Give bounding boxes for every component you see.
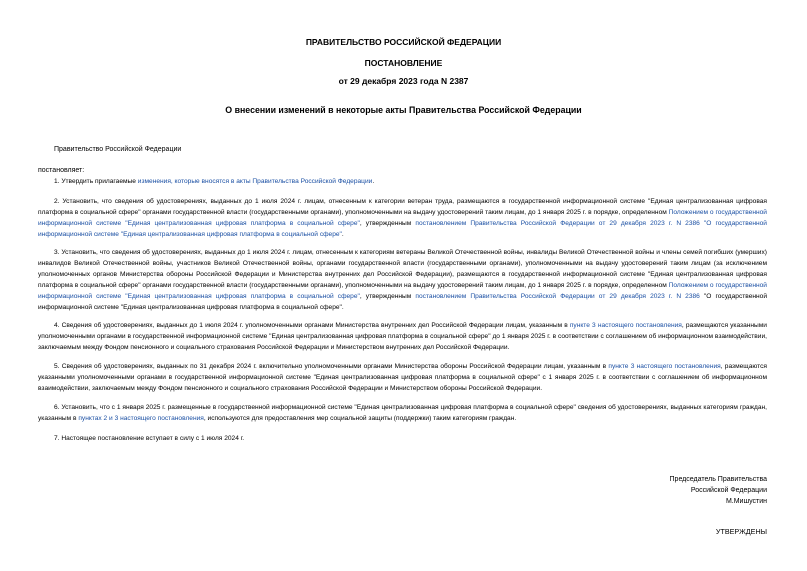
signature-position: Председатель Правительства	[669, 476, 767, 483]
document-date-number: от 29 декабря 2023 года N 2387	[338, 76, 469, 86]
signature-block	[670, 474, 767, 507]
paragraph-7-text: 7. Настоящее постановление вступает в силу с 1 июля 2024 г.	[54, 435, 245, 442]
paragraph-2-text: 2. Установить, что сведения об удостоверениях, выданных до 1 июля 2024 г. лицам, отнесенным к категории ветеран труда, размещаются в государственной информационной системе "Единая централизованная цифровая платформа в социальной сфере" органами государственной власти (государственными органами), уполномоченными на выдачу удостоверений таким лицам, до 1 января 2025 г. в порядке, определенном	[38, 198, 767, 216]
intro-line-2: постановляет:	[38, 167, 85, 174]
signature-name: М.Мишустин	[725, 498, 767, 505]
link-resolution-2386-2[interactable]: постановлением Правительства Российской Федерации от 29 декабря 2023 г. N 2386	[415, 293, 700, 300]
paragraph-5-text: 5. Сведения об удостоверениях, выданных по 31 декабря 2024 г. включительно уполномоченными органами Министерства обороны Российской Федерации лицам, указанным в	[54, 363, 609, 370]
paragraph-6-text: 6. Установить, что с 1 января 2025 г. размещенные в государственной информационной системе "Единая централизованная цифровая платформа в социальной сфере" сведения об удостоверениях, выданных категориям граждан, указанным в	[38, 404, 767, 422]
paragraph-1-end: .	[372, 178, 375, 185]
paragraph-3-end: "О государственной информационной системе "Единая централизованная цифровая платформа в социальной сфере".	[38, 293, 767, 311]
paragraph-5-end: , размещаются указанными уполномоченными органами в государственной информационной системе "Единая централизованная цифровая платформа в социальной сфере" с 1 января 2025 г. в соответствии с соглашением об информационном взаимодействии, заключаемым между Фондом пенсионного и социального страхования Российской Федерации и Министерством обороны Российской Федерации.	[38, 363, 767, 392]
link-points-2-3[interactable]: пунктах 2 и 3 настоящего постановления	[78, 415, 204, 422]
link-point-3[interactable]: пункте 3 настоящего постановления	[569, 322, 682, 329]
paragraph-4-end: , размещаются указанными уполномоченными органами в государственной информационной системе "Единая централизованная цифровая платформа в социальной сфере" до 1 января 2025 г. в соответствии с соглашением об информационном взаимодействии, заключаемым между Фондом пенсионного и социального страхования Российской Федерации и Министерством внутренних дел Российской Федерации.	[38, 322, 767, 351]
paragraph-6-end: , используются для предоставления мер социальной защиты (поддержки) таким категориям граждан.	[203, 415, 517, 422]
paragraph-3	[38, 247, 767, 313]
document-title: О внесении изменений в некоторые акты Правительства Российской Федерации	[225, 105, 582, 115]
paragraph-5	[38, 361, 767, 394]
paragraph-2-end: .	[341, 231, 344, 238]
link-amendments[interactable]: изменения, которые вносятся в акты Правительства Российской Федерации	[137, 178, 373, 185]
paragraph-1-text: 1. Утвердить прилагаемые	[54, 178, 138, 185]
signature-organization: Российской Федерации	[690, 487, 767, 494]
paragraph-7	[38, 433, 767, 444]
paragraph-4-text: 4. Сведения об удостоверениях, выданных до 1 июля 2024 г. уполномоченными органами Министерства внутренних дел Российской Федерации лицам, указанным в	[54, 322, 570, 329]
paragraph-4	[38, 320, 767, 353]
intro-line-1: Правительство Российской Федерации	[54, 146, 182, 153]
link-resolution-2386[interactable]: постановлением Правительства Российской Федерации от 29 декабря 2023 г. N 2386 "О государственной информационной системе "Единая централизованная цифровая платформа в социальной сфере"	[38, 220, 767, 238]
paragraph-2	[38, 196, 767, 240]
link-regulation-gis-2[interactable]: Положением о государственной информационной системе "Единая централизованная цифровая платформа в социальной сфере"	[38, 282, 767, 300]
paragraph-6	[38, 402, 767, 424]
link-point-3-b[interactable]: пункте 3 настоящего постановления	[608, 363, 721, 370]
government-header: ПРАВИТЕЛЬСТВО РОССИЙСКОЙ ФЕДЕРАЦИИ	[305, 37, 502, 47]
paragraph-2-mid: , утвержденным	[359, 220, 416, 227]
link-regulation-gis[interactable]: Положением о государственной информационной системе "Единая централизованная цифровая платформа в социальной сфере"	[38, 209, 767, 227]
paragraph-3-mid: , утвержденным	[359, 293, 416, 300]
approved-label: УТВЕРЖДЕНЫ	[715, 527, 767, 536]
document-type: ПОСТАНОВЛЕНИЕ	[364, 58, 443, 68]
paragraph-3-text: 3. Установить, что сведения об удостоверениях, выданных до 1 июля 2024 г. лицам, отнесенным к категориям ветераны Великой Отечественной войны, инвалиды Великой Отечественной войны и члены семей погибших (умерших) инвалидов Великой Отечественной войны, участников Великой Отечественной войны, органами государственной власти (государственными органами), уполномоченными на выдачу удостоверений таким лицам (за исключением уполномоченных органов Министерства обороны Российской Федерации и Министерства внутренних дел Российской Федерации), размещаются в государственной информационной системе "Единая централизованная цифровая платформа в социальной сфере" органами государственной власти (государственными органами), уполномоченными на выдачу удостоверений таким лицам, до 1 января 2025 г. в порядке, определенном	[38, 249, 767, 289]
paragraph-1	[38, 176, 767, 187]
